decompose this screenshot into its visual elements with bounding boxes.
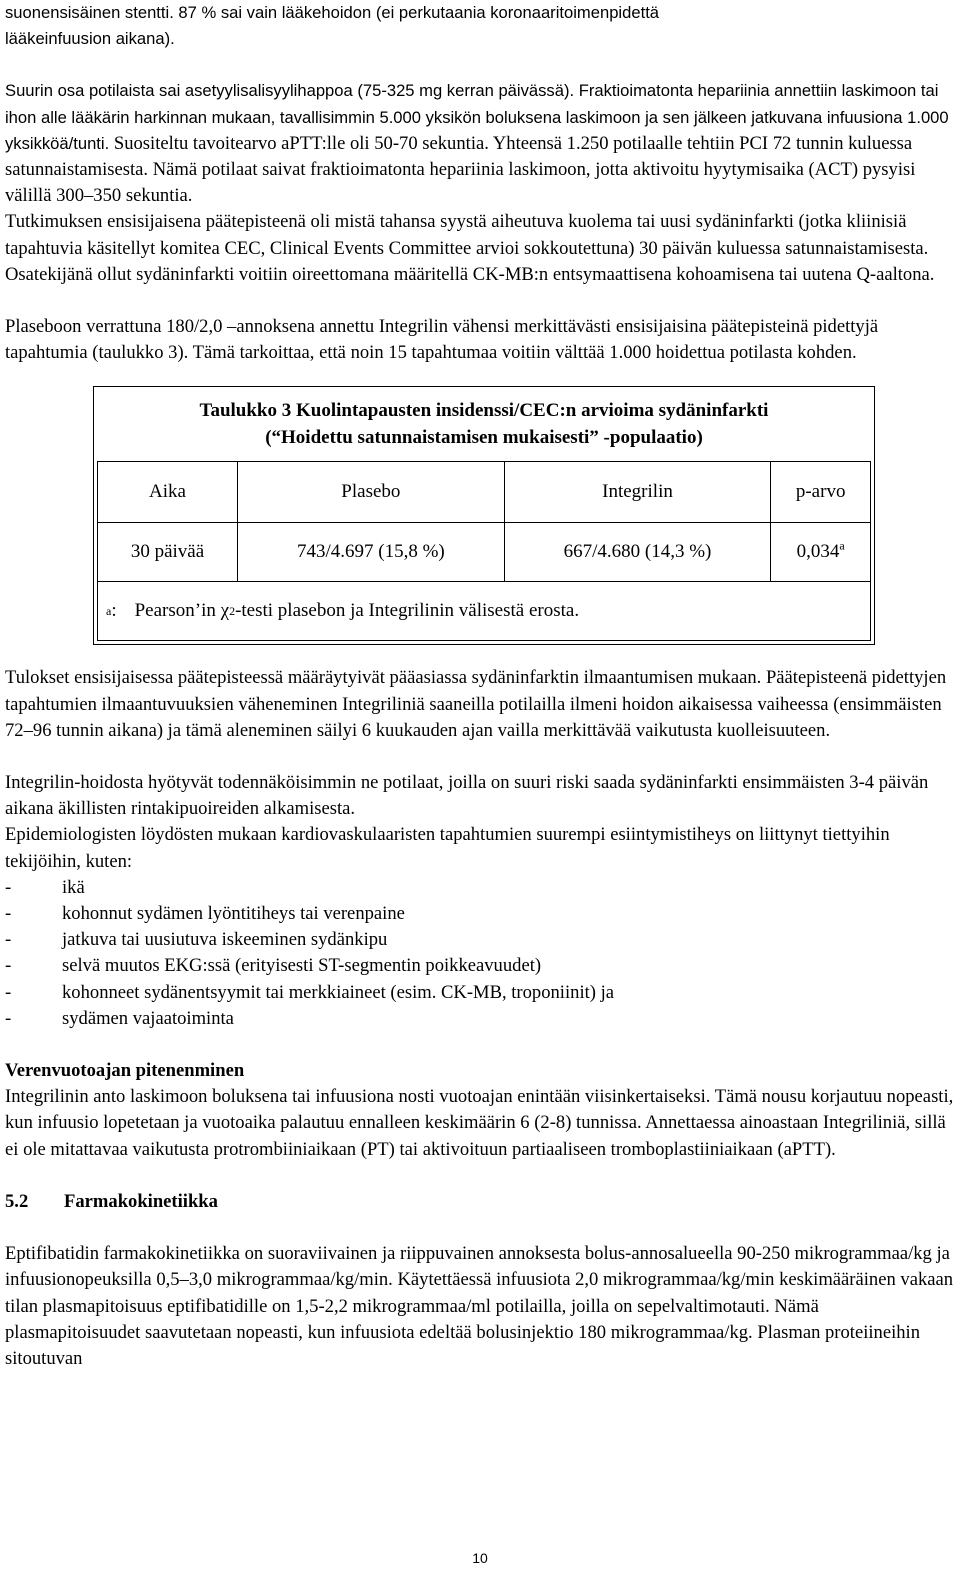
intro-line-1: suonensisäinen stentti. 87 % sai vain lääkehoidon (ei perkutaania koronaaritoimenpidettä: [5, 3, 660, 22]
heparin-text-c: Nämä potilaat saivat fraktioimatonta hepariinia laskimoon, jotta aktivoitu hyytymisaika (ACT) pysyisi välillä 300–350 sekuntia.: [5, 159, 916, 207]
list-item: [5, 875, 955, 901]
list-item: [5, 927, 955, 953]
list-item-text: ikä: [62, 876, 85, 898]
list-item: [5, 901, 955, 927]
footnote-colon: :: [111, 600, 117, 622]
list-item-text: jatkuva tai uusiutuva iskeeminen sydänkipu: [62, 929, 388, 951]
footnote-text-a: Pearson’in χ: [134, 600, 230, 622]
paragraph-pharmacokinetics: Eptifibatidin farmakokinetiikka on suoraviivainen ja riippuvainen annoksesta bolus-annosalueella 90-250 mikrogrammaa/kg ja infuusionopeuksilla 0,5–3,0 mikrogrammaa/kg/min. Käytettäessä infuusiota 2,0 mikrogrammaa/kg/min keskimääräinen vakaan tilan plasmapitoisuus eptifibatidille on 1,5-2,2 mikrogrammaa/ml potilailla, joilla on sepelvaltimotauti. Nämä plasmapitoisuudet saavutetaan nopeasti, kun infuusiota edeltää bolusinjektio 180 mikrogrammaa/kg. Plasman proteiineihin sitoutuvan: [5, 1243, 954, 1369]
list-dash: -: [5, 981, 12, 1003]
table-title: [97, 392, 871, 461]
risk-factor-list: [5, 875, 955, 1032]
header-placebo: Plasebo: [238, 462, 505, 523]
endpoint-text-b: Osatekijänä ollut sydäninfarkti voitiin oireettomana määritellä CK-MB:n entsymaattisena kohoamisena tai uutena Q-aaltona.: [5, 263, 935, 285]
cell-placebo: 743/4.697 (15,8 %): [238, 523, 505, 582]
list-item: [5, 980, 955, 1006]
cell-time: 30 päivää: [98, 523, 238, 582]
section-number: 5.2: [5, 1190, 29, 1212]
list-item-text: selvä muutos EKG:ssä (erityisesti ST-segmentin poikkeavuudet): [62, 955, 542, 977]
list-dash: -: [5, 955, 12, 977]
list-dash: -: [5, 903, 12, 925]
cell-integrilin: 667/4.680 (14,3 %): [504, 523, 771, 582]
list-dash: -: [5, 929, 12, 951]
table-title-line-1: Taulukko 3 Kuolintapausten insidenssi/CEC:n arvioima sydäninfarkti: [199, 400, 769, 422]
results-table: [97, 461, 871, 582]
document-page: [5, 0, 955, 1372]
table-3: [93, 386, 875, 645]
table-footnote: a : Pearson’in χ 2 -testi plasebon ja Integrilinin välisestä erosta.: [97, 582, 871, 641]
list-item: [5, 953, 955, 979]
p-value-footnote-mark: a: [839, 539, 845, 553]
heparin-text-a: Suurin osa potilaista sai asetyylisalisyylihappoa (75-325 mg kerran päivässä). Fraktioimatonta hepariinia annettiin laskimoon tai ihon alle lääkärin harkinnan mukaan, tavallisimmin 5.000 yksikön boluksena laskimoon ja sen jälkeen jatkuvana infuusiona 1.000 yksikköä/tunti.: [5, 81, 949, 153]
page-number: 10: [472, 1550, 488, 1566]
paragraph-endpoint: [5, 209, 955, 288]
table-header-row: [98, 462, 871, 523]
heading-bleeding-time: Verenvuotoajan pitenenminen: [5, 1060, 245, 1082]
table-row: [98, 523, 871, 582]
header-p-value: p-arvo: [771, 462, 871, 523]
list-item-text: kohonnut sydämen lyöntitiheys tai verenpaine: [62, 903, 405, 925]
list-dash: -: [5, 876, 12, 898]
table-title-line-2: (“Hoidettu satunnaistamisen mukaisesti” -populaatio): [265, 426, 703, 448]
section-title: Farmakokinetiikka: [64, 1190, 218, 1212]
paragraph-heparin: [5, 78, 955, 209]
cell-p-value: [771, 523, 871, 582]
paragraph-bleeding: Integrilinin anto laskimoon boluksena tai infuusiona nosti vuotoajan enintään viisinkertaiseksi. Tämä nousu korjautuu nopeasti, kun infuusio lopetetaan ja vuotoaika palautuu ennalleen keskimäärin 6 (2-8) tunnissa. Annettaessa ainoastaan Integriliniä, sillä ei ole mitattavaa vaikutusta protrombiiniaikaan (PT) tai aktivoituun partiaaliseen tromboplastiiniaikaan (aPTT).: [5, 1086, 954, 1160]
paragraph-benefit: Integrilin-hoidosta hyötyvät todennäköisimmin ne potilaat, joilla on suuri riski saada sydäninfarkti ensimmäisten 3-4 päivän aikana äkillisten rintakipuoireiden alkamisesta.: [5, 772, 929, 820]
p-value-text: 0,034: [796, 541, 840, 563]
heparin-text-b: Suositeltu tavoitearvo aPTT:lle oli 50-70 sekuntia. Yhteensä 1.250 potilaalle tehtiin PCI 72 tunnin kuluessa satunnaistamisesta.: [5, 132, 913, 181]
list-dash: -: [5, 1007, 12, 1029]
intro-line-2: lääkeinfuusion aikana).: [5, 29, 175, 49]
paragraph-intro: [5, 0, 955, 52]
list-item-text: sydämen vajaatoiminta: [62, 1007, 234, 1029]
endpoint-text-a: Tutkimuksen ensisijaisena päätepisteenä oli mistä tahansa syystä aiheutuva kuolema tai uusi sydäninfarkti (jotka kliinisiä tapahtuvia käsitellyt komitea CEC, Clinical Events Committee arvioi sokkoutettuna) 30 päivän kuluessa satunnaistamisesta.: [5, 211, 929, 259]
header-integrilin: Integrilin: [504, 462, 771, 523]
list-item-text: kohonneet sydänentsyymit tai merkkiaineet (esim. CK-MB, troponiinit) ja: [62, 981, 615, 1003]
list-item: [5, 1006, 955, 1032]
paragraph-results: Tulokset ensisijaisessa päätepisteessä määräytyivät pääasiassa sydäninfarktin ilmaantumisen mukaan. Päätepisteenä pidettyjen tapahtumien ilmaantuvuuksien väheneminen Integriliniä saaneilla potilailla ilmeni hoidon aikaisessa vaiheessa (ensimmäisten 72–96 tunnin aikana) ja tämä aleneminen säilyi 6 kuukauden ajan vailla merkittävää vaikutusta kuolleisuuteen.: [5, 667, 947, 741]
paragraph-epidemiology: Epidemiologisten löydösten mukaan kardiovaskulaaristen tapahtumien suurempi esiintymistiheys on liittynyt tiettyihin tekijöihin, kuten:: [5, 824, 890, 872]
header-time: Aika: [98, 462, 238, 523]
footnote-text-b: -testi plasebon ja Integrilinin välisestä erosta.: [235, 600, 580, 622]
section-heading: [5, 1189, 955, 1215]
paragraph-placebo: Plaseboon verrattuna 180/2,0 –annoksena annettu Integrilin vähensi merkittävästi ensisijaisina päätepisteinä pidettyjä tapahtumia (taulukko 3). Tämä tarkoittaa, että noin 15 tapahtumaa voitiin välttää 1.000 hoidettua potilasta kohden.: [5, 316, 879, 364]
